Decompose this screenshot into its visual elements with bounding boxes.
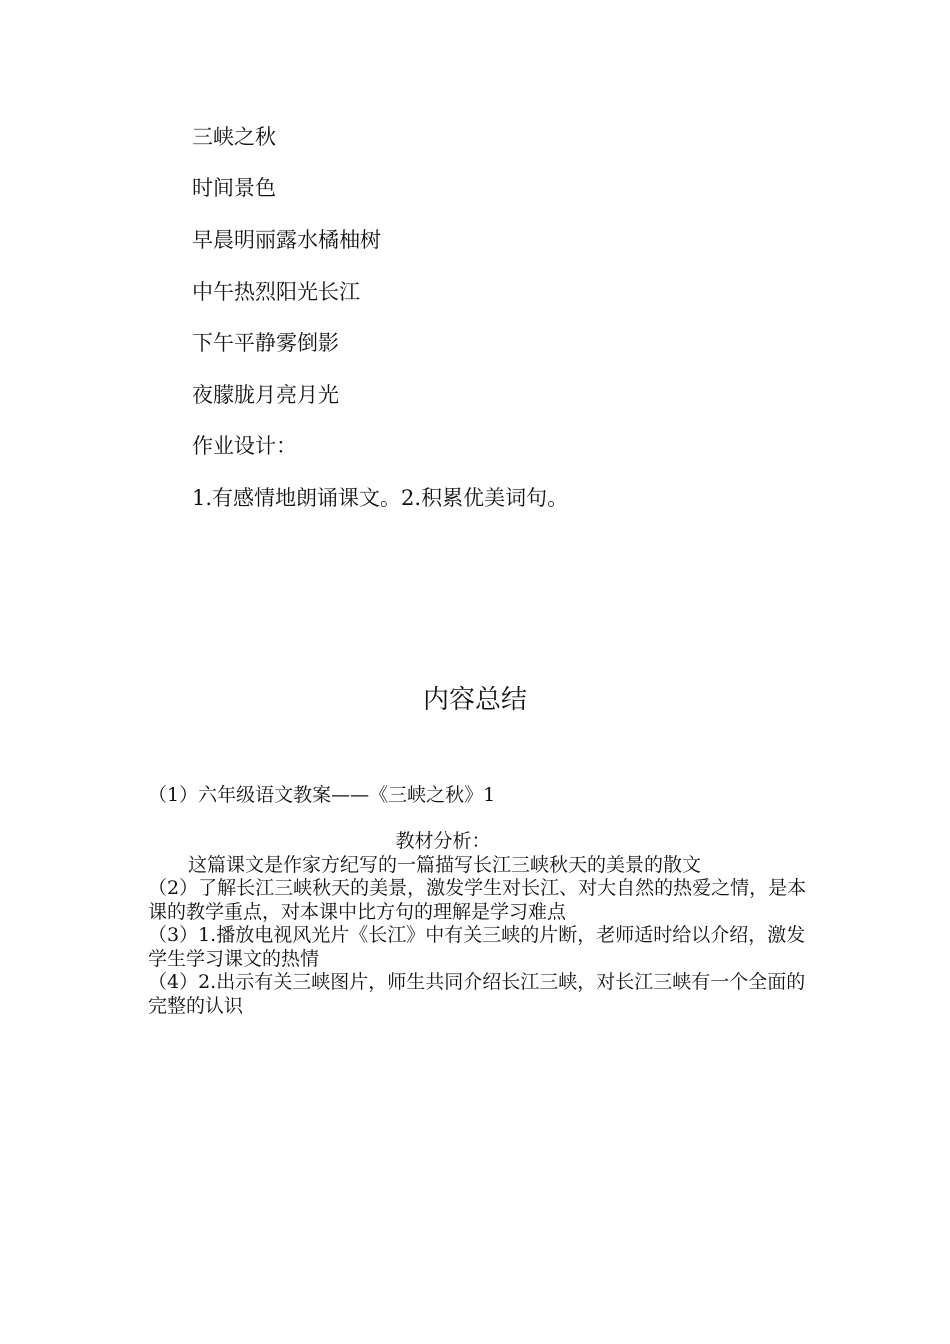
text-line-homework-items: 1.有感情地朗诵课文。2.积累优美词句。 <box>192 486 569 510</box>
summary-intro: 这篇课文是作家方纪写的一篇描写长江三峡秋天的美景的散文 <box>188 853 702 876</box>
summary-item-4: （4）2.出示有关三峡图片，师生共同介绍长江三峡，对长江三峡有一个全面的完整的认识 <box>148 971 806 1017</box>
text-line-homework-heading: 作业设计： <box>192 434 297 458</box>
summary-block <box>148 830 808 1018</box>
text-line-afternoon: 下午平静雾倒影 <box>192 331 339 355</box>
summary-item-1: （1）六年级语文教案——《三峡之秋》1 <box>148 784 496 806</box>
summary-item-2: （2）了解长江三峡秋天的美景，激发学生对长江、对大自然的热爱之情，是本课的教学重点，对本课中比方句的理解是学习难点 <box>148 877 807 923</box>
text-line-title: 三峡之秋 <box>192 125 276 149</box>
text-line-time-scenery: 时间景色 <box>192 176 276 200</box>
analysis-heading: 教材分析： <box>395 830 491 852</box>
summary-item-3: （3）1.播放电视风光片《长江》中有关三峡的片断，老师适时给以介绍，激发学生学习课文的热情 <box>148 924 806 970</box>
text-line-noon: 中午热烈阳光长江 <box>192 280 360 304</box>
summary-title: 内容总结 <box>422 685 527 715</box>
text-line-morning: 早晨明丽露水橘柚树 <box>192 228 381 252</box>
text-line-night: 夜朦胧月亮月光 <box>192 383 339 407</box>
